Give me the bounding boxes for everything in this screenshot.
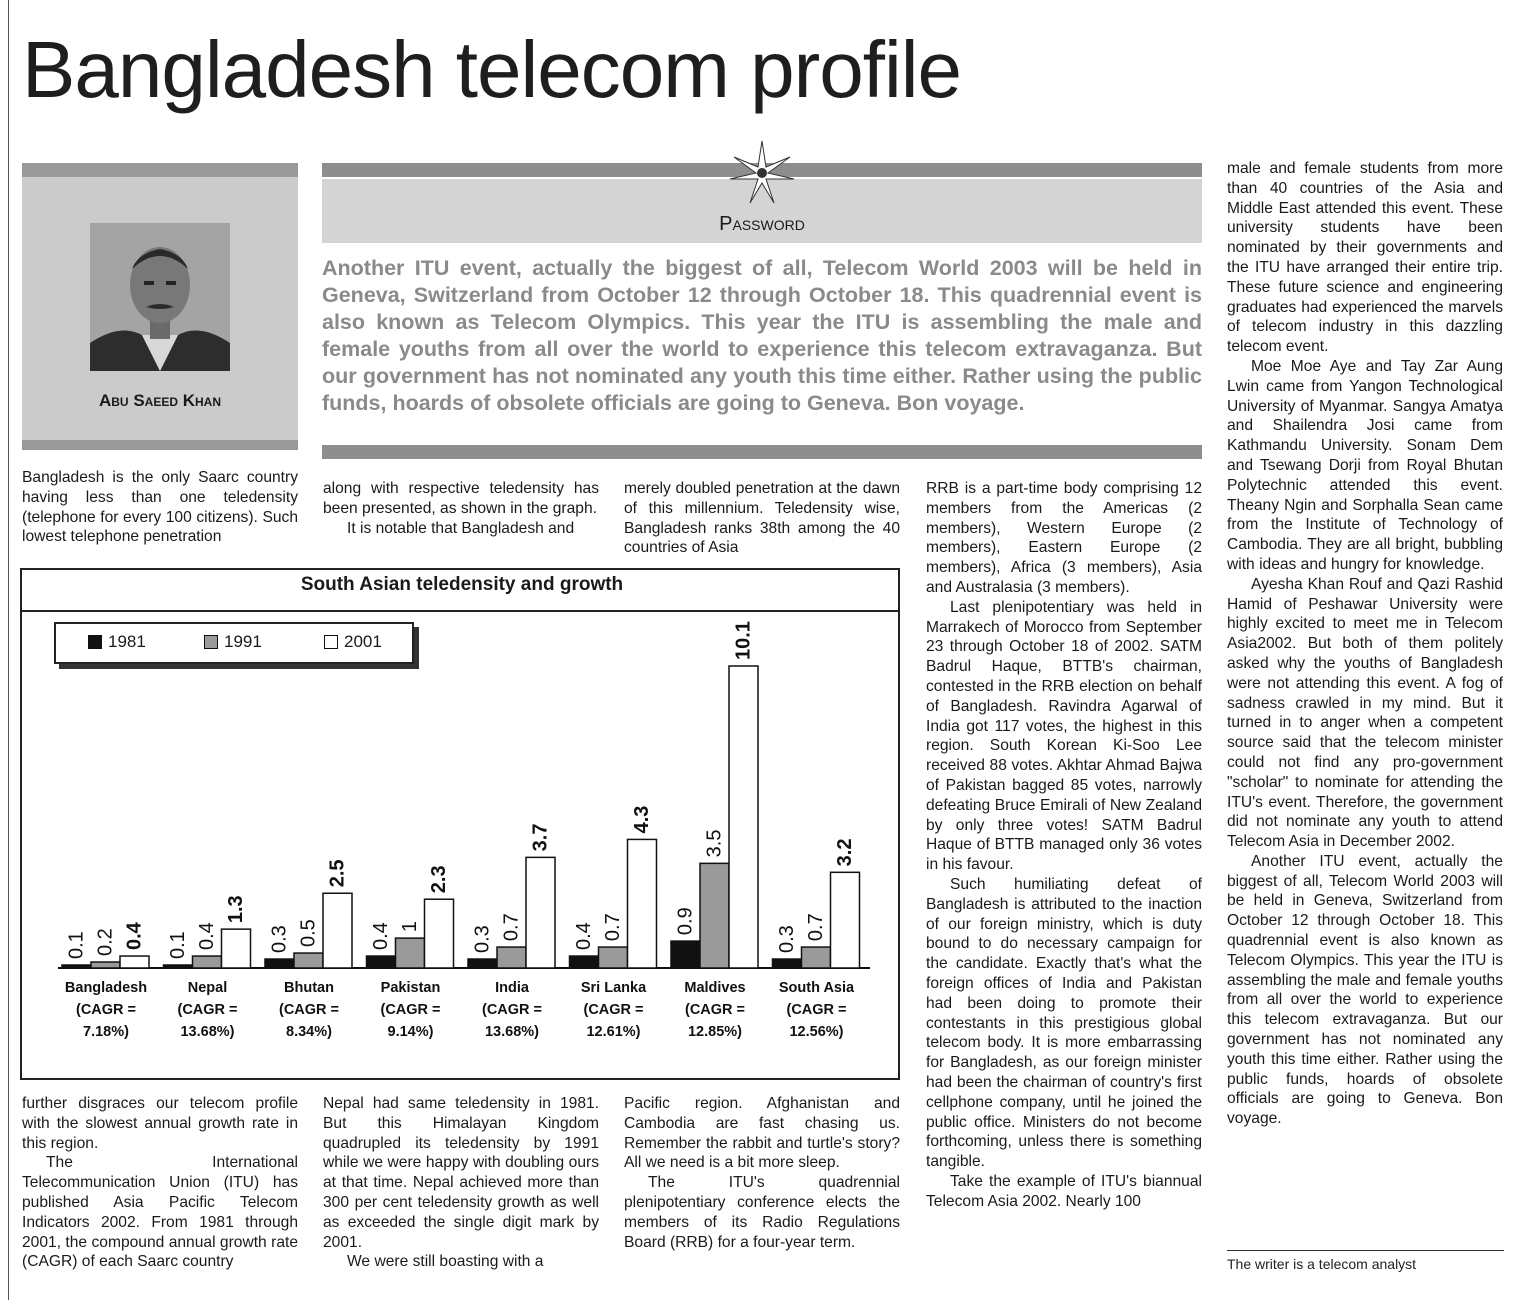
bar-india-2001 <box>526 857 555 968</box>
credit-rule <box>1227 1250 1504 1251</box>
cagr-label-south-asia-line-1: (CAGR = <box>786 1002 847 1018</box>
col1-top <box>22 468 298 547</box>
col2-bottom-para-2: We were still boasting with a <box>347 1253 544 1271</box>
col5-para-2: Moe Moe Aye and Tay Zar Aung Lwin came from Yangon Technological University of Myanmar. Sangya Amatya and Shailendra Josi came from Kathmandu University. Sonam Dem and Tsewang Dorji from Royal Bhutan Polytechnic attended this event. Theany Ngin and Sorphalla Sean came from the Institute of Technology of Cambodia. They are all bright, bubbling with ideas and hungry for knowledge. <box>1227 357 1503 573</box>
col5-para-4: Another ITU event, actually the biggest of all, Telecom World 2003 will be held in Geneva, Switzerland from October 12 through October 18. This quadrennial event is also known as Telecom Olympics. This year the ITU is assembling the male and female youths from all over the world to experience this telecom extravaganza. But our government has not nominated any youth this time either. Rather using the public funds, hoards of obsolete officials are going to Geneva. Bon voyage. <box>1227 852 1503 1128</box>
author-top-bar <box>22 163 298 177</box>
bar-south-asia-2001 <box>831 872 860 968</box>
bar-pakistan-1991 <box>396 938 425 968</box>
col3-bottom <box>624 1094 900 1252</box>
value-label-pakistan-2001: 2.3 <box>428 865 450 894</box>
value-label-maldives-2001: 10.1 <box>732 621 755 660</box>
col4-para-4: Take the example of ITU's biannual Telecom Asia 2002. Nearly 100 <box>926 1172 1202 1210</box>
value-label-nepal-1991: 0.4 <box>196 922 218 951</box>
page-left-rule <box>8 0 9 1300</box>
bar-bhutan-2001 <box>323 893 352 968</box>
legend-1981-label: 1981 <box>108 632 146 651</box>
chart-plot <box>22 570 898 1078</box>
bar-sri-lanka-1991 <box>599 947 628 968</box>
value-label-south-asia-1991: 0.7 <box>805 913 827 942</box>
cagr-label-bangladesh-line-2: 7.18%) <box>83 1024 129 1040</box>
col4-para-1: RRB is a part-time body comprising 12 members from the Americas (2 members), Western Europe (2 members), Eastern Europe (2 members), Africa (3 members), Asia and Australasia (3 members). <box>926 480 1202 596</box>
value-label-nepal-2001: 1.3 <box>225 895 247 924</box>
value-label-india-1991: 0.7 <box>500 913 523 942</box>
category-label-bhutan: Bhutan <box>284 980 334 996</box>
value-label-sri-lanka-1991: 0.7 <box>602 913 624 942</box>
cagr-label-india-line-1: (CAGR = <box>481 1002 543 1018</box>
col3-top-para: merely doubled penetration at the dawn of this millennium. Teledensity wise, Bangladesh ranks 38th among the 40 countries of Asia <box>624 480 900 557</box>
value-label-maldives-1991: 3.5 <box>703 829 726 858</box>
bar-maldives-1991 <box>700 863 729 968</box>
value-label-sri-lanka-1981: 0.4 <box>573 922 595 951</box>
col4-para-2: Last plenipotentiary was held in Marrakech of Morocco from September 23 through October 18 of 2002. SATM Badrul Haque, BTTB's chairman, contested in the RRB election on behalf of Bangladesh. Ravindra Agarwal of India got 117 votes, the highest in this region. South Korean Ki-Soo Lee received 88 votes. Akhtar Ahmad Bajwa of Pakistan bagged 85 votes, narrowly defeating Bruce Emirali of New Zealand by only three votes! SATM Badrul Haque of BTTB managed only 36 votes in his favour. <box>926 598 1202 874</box>
col2-top <box>323 479 599 538</box>
cagr-label-south-asia-line-2: 12.56%) <box>789 1024 844 1040</box>
cagr-label-maldives-line-2: 12.85%) <box>687 1024 743 1040</box>
col1-top-para: Bangladesh is the only Saarc country having less than one teledensity (telephone for every 100 citizens). Such lowest telephone penetration <box>22 469 298 546</box>
value-label-south-asia-2001: 3.2 <box>834 838 856 867</box>
col1-bottom-para-2: The International Telecommunication Union (ITU) has published Asia Pacific Telecom Indicators 2002. From 1981 through 2001, the compound annual growth rate (CAGR) of each Saarc country <box>22 1154 298 1271</box>
star-burst-icon <box>728 139 796 207</box>
col5 <box>1227 159 1503 1129</box>
category-label-south-asia: South Asia <box>778 980 855 996</box>
value-label-bhutan-1991: 0.5 <box>297 919 320 948</box>
category-label-pakistan: Pakistan <box>380 980 441 996</box>
bar-bhutan-1991 <box>294 953 323 968</box>
col4 <box>926 479 1202 1211</box>
value-label-bhutan-2001: 2.5 <box>326 859 349 888</box>
bar-india-1981 <box>468 959 497 968</box>
cagr-label-india-line-2: 13.68%) <box>484 1024 540 1040</box>
bar-pakistan-2001 <box>425 899 454 968</box>
password-box <box>322 163 1202 461</box>
bar-nepal-1981 <box>164 965 193 968</box>
cagr-label-pakistan-line-1: (CAGR = <box>380 1002 441 1018</box>
cagr-label-nepal-line-1: (CAGR = <box>177 1002 238 1018</box>
bar-maldives-1981 <box>671 941 700 968</box>
col4-para-3: Such humiliating defeat of Bangladesh is attributed to the inaction of our foreign ministry, which is duty bound to do necessary campaign for the candidate. Exactly that's what the foreign offices of India and Pakistan had been doing to promote their contestants in this prestigious global telecom body. It is more embarrassing for Bangladesh, as our foreign minister had been the chairman of country's first cellphone company, until he joined the public office. Ministers do not become forthcoming, unless there is something tangible. <box>926 875 1202 1171</box>
col5-para-1: male and female students from more than 40 countries of the Asia and Middle East attended this event. These university students have been nominated by their governments and the ITU have arranged their entire trip. These future science and engineering graduates had experienced the marvels of telecom industry in this dazzling telecom event. <box>1227 160 1503 356</box>
col3-bottom-para-2: The ITU's quadrennial plenipotentiary conference elects the members of its Radio Regulations Board (RRB) for a four-year term. <box>624 1174 900 1251</box>
value-label-india-2001: 3.7 <box>529 823 552 852</box>
bar-nepal-2001 <box>222 929 251 968</box>
value-label-india-1981: 0.3 <box>471 925 494 954</box>
password-text: Another ITU event, actually the biggest of all, Telecom World 2003 will be held in Geneva, Switzerland from October 12 through October 18. This quadrennial event is also known as Telecom Olympics. This year the ITU is assembling the male and female youths from all over the world to experience this telecom extravaganza. But our government has not nominated any youth this time either. Rather using the public funds, hoards of obsolete officials are going to Geneva. Bon voyage. <box>322 256 1202 415</box>
bar-sri-lanka-1981 <box>570 956 599 968</box>
password-bottom-bar <box>322 445 1202 459</box>
value-label-bangladesh-2001: 0.4 <box>123 922 146 951</box>
headline: Bangladesh telecom profile <box>22 25 962 114</box>
col2-top-para-2: It is notable that Bangladesh and <box>347 519 575 537</box>
legend-2001-label: 2001 <box>344 632 382 651</box>
col2-bottom-para-1: Nepal had same teledensity in 1981. But this Himalayan Kingdom quadrupled its teledensity by 1991 while we were happy with doubling ours at that time. Nepal achieved more than 300 per cent teledensity growth as well as exceeded the single digit mark by 2001. <box>323 1095 599 1251</box>
bar-maldives-2001 <box>729 666 758 968</box>
col2-bottom <box>323 1094 599 1272</box>
password-label: Password <box>719 213 805 235</box>
value-label-bangladesh-1981: 0.1 <box>65 931 88 960</box>
bar-bangladesh-1991 <box>91 962 120 968</box>
cagr-label-pakistan-line-2: 9.14%) <box>387 1024 434 1040</box>
writer-credit: The writer is a telecom analyst <box>1227 1256 1417 1272</box>
bar-south-asia-1991 <box>802 947 831 968</box>
bar-bhutan-1981 <box>265 959 294 968</box>
value-label-pakistan-1991: 1 <box>399 920 421 933</box>
chart-title: South Asian teledensity and growth <box>300 574 624 595</box>
value-label-nepal-1981: 0.1 <box>167 931 189 960</box>
cagr-label-maldives-line-1: (CAGR = <box>684 1002 746 1018</box>
value-label-pakistan-1981: 0.4 <box>370 922 392 951</box>
author-name: Abu Saeed Khan <box>98 391 221 410</box>
author-box <box>22 163 298 450</box>
category-label-bangladesh: Bangladesh <box>64 980 148 996</box>
bar-india-1991 <box>497 947 526 968</box>
value-label-bhutan-1981: 0.3 <box>268 925 291 954</box>
value-label-maldives-1981: 0.9 <box>674 907 697 936</box>
chart-box <box>20 568 900 1080</box>
col1-bottom <box>22 1094 298 1272</box>
bar-bangladesh-1981 <box>62 965 91 968</box>
value-label-bangladesh-1991: 0.2 <box>94 928 117 957</box>
legend-1991-label: 1991 <box>224 632 262 651</box>
cagr-label-bangladesh-line-1: (CAGR = <box>75 1002 137 1018</box>
col2-top-para-1: along with respective teledensity has been presented, as shown in the graph. <box>323 480 599 517</box>
category-label-nepal: Nepal <box>187 980 228 996</box>
value-label-sri-lanka-2001: 4.3 <box>631 805 653 834</box>
col3-top <box>624 479 900 558</box>
bar-pakistan-1981 <box>367 956 396 968</box>
author-bottom-bar <box>22 440 298 450</box>
cagr-label-sri-lanka-line-2: 12.61%) <box>586 1024 641 1040</box>
category-label-india: India <box>495 980 529 996</box>
cagr-label-bhutan-line-2: 8.34%) <box>286 1024 332 1040</box>
col1-bottom-para-1: further disgraces our telecom profile with the slowest annual growth rate in this region. <box>22 1095 298 1152</box>
col5-para-3: Ayesha Khan Rouf and Qazi Rashid Hamid of Peshawar University were highly excited to meet me in Telecom Asia2002. But both of them politely asked why the youths of Bangladesh were not attending this event. A fog of sadness crawled in my mind. But it turned in to anger when a competent source said that the telecom minister could not find any pro-government "scholar" to nominate for attending the ITU's event. Therefore, the government did not nominate any youth to attend Telecom Asia in December 2002. <box>1227 575 1503 851</box>
bar-south-asia-1981 <box>773 959 802 968</box>
cagr-label-bhutan-line-1: (CAGR = <box>278 1002 340 1018</box>
col3-bottom-para-1: Pacific region. Afghanistan and Cambodia are fast chasing us. Remember the rabbit and turtle's story? All we need is a bit more sleep. <box>624 1095 900 1172</box>
author-photo <box>90 223 230 371</box>
bar-sri-lanka-2001 <box>628 839 657 968</box>
cagr-label-nepal-line-2: 13.68%) <box>180 1024 235 1040</box>
bar-bangladesh-2001 <box>120 956 149 968</box>
bar-nepal-1991 <box>193 956 222 968</box>
category-label-sri-lanka: Sri Lanka <box>580 980 647 996</box>
value-label-south-asia-1981: 0.3 <box>776 925 798 954</box>
category-label-maldives: Maldives <box>684 980 746 996</box>
cagr-label-sri-lanka-line-1: (CAGR = <box>583 1002 644 1018</box>
